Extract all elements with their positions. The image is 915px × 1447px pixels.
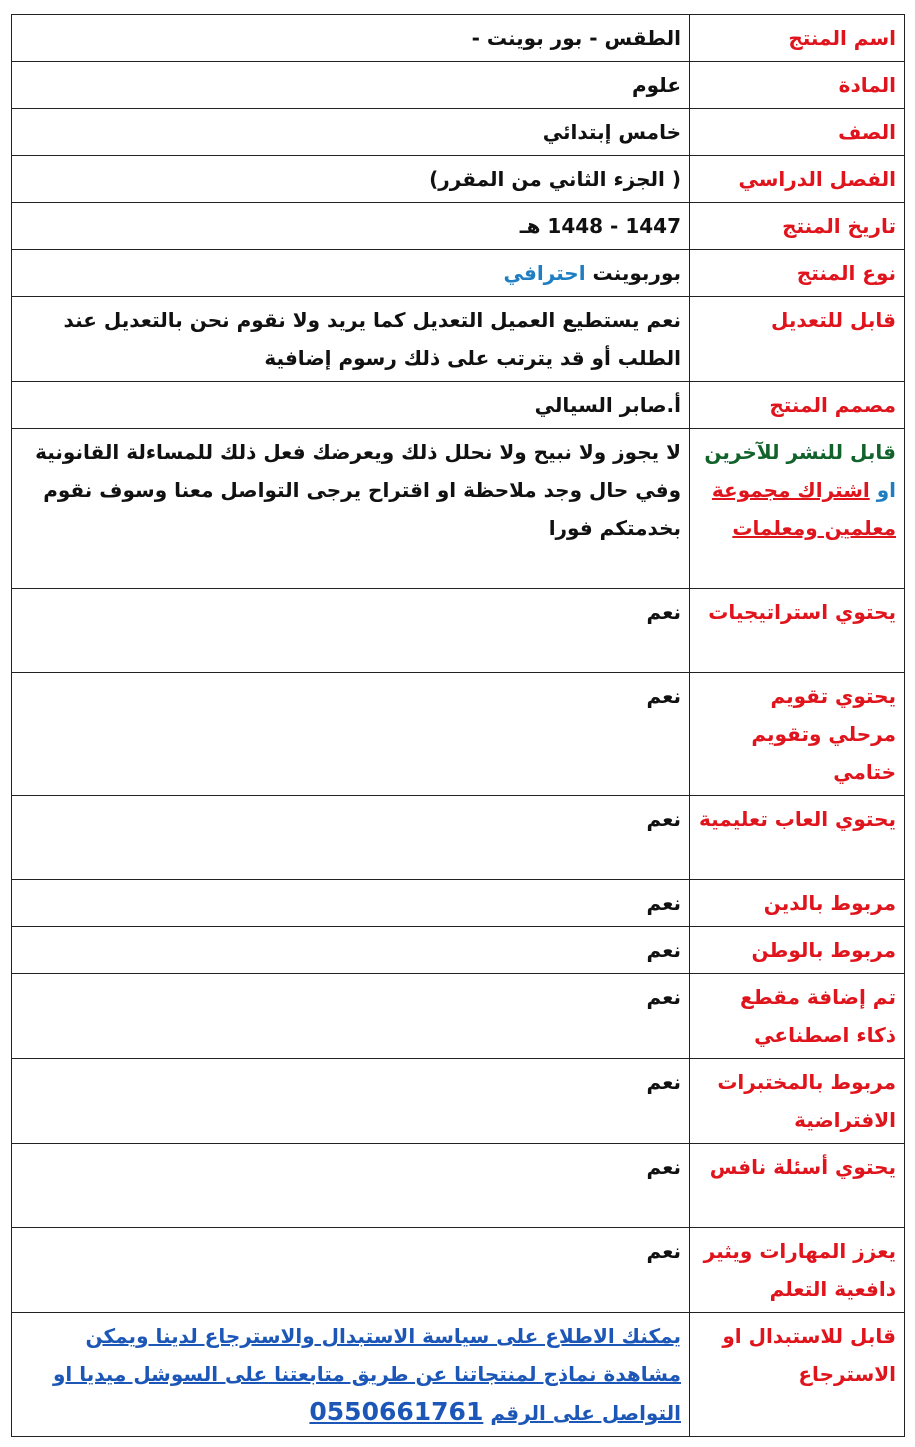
value-skills: نعم bbox=[12, 1228, 690, 1313]
product-info-table bbox=[11, 14, 905, 1437]
value-religion: نعم bbox=[12, 880, 690, 927]
row-homeland bbox=[12, 927, 905, 974]
label-skills: يعزز المهارات ويثير دافعية التعلم bbox=[690, 1228, 905, 1313]
label-ai-clip: تم إضافة مقطع ذكاء اصطناعي bbox=[690, 974, 905, 1059]
value-type-main: بوربوينت bbox=[592, 261, 681, 285]
row-games bbox=[12, 796, 905, 880]
label-subject: المادة bbox=[690, 62, 905, 109]
row-editable bbox=[12, 297, 905, 382]
row-publishing bbox=[12, 429, 905, 589]
label-assessment: يحتوي تقويم مرحلي وتقويم ختامي bbox=[690, 673, 905, 796]
label-strategies: يحتوي استراتيجيات bbox=[690, 589, 905, 673]
label-grade: الصف bbox=[690, 109, 905, 156]
value-designer: أ.صابر السيالي bbox=[12, 382, 690, 429]
value-games: نعم bbox=[12, 796, 690, 880]
label-returns: قابل للاستبدال او الاسترجاع bbox=[690, 1313, 905, 1437]
row-strategies bbox=[12, 589, 905, 673]
label-product-name: اسم المنتج bbox=[690, 15, 905, 62]
value-nafs: نعم bbox=[12, 1144, 690, 1228]
value-type bbox=[12, 250, 690, 297]
row-grade bbox=[12, 109, 905, 156]
label-publishing bbox=[690, 429, 905, 589]
returns-phone-link[interactable]: 0550661761 bbox=[309, 1397, 484, 1426]
label-nafs: يحتوي أسئلة نافس bbox=[690, 1144, 905, 1228]
value-virtual-labs: نعم bbox=[12, 1059, 690, 1144]
value-homeland: نعم bbox=[12, 927, 690, 974]
row-religion bbox=[12, 880, 905, 927]
value-date: 1447 - 1448 هـ bbox=[12, 203, 690, 250]
label-publishing-part2: للآخرين bbox=[704, 440, 780, 464]
label-designer: مصمم المنتج bbox=[690, 382, 905, 429]
value-returns bbox=[12, 1313, 690, 1437]
label-editable: قابل للتعديل bbox=[690, 297, 905, 382]
row-returns bbox=[12, 1313, 905, 1437]
label-semester: الفصل الدراسي bbox=[690, 156, 905, 203]
label-type: نوع المنتج bbox=[690, 250, 905, 297]
label-virtual-labs: مربوط بالمختبرات الافتراضية bbox=[690, 1059, 905, 1144]
row-assessment bbox=[12, 673, 905, 796]
row-product-name bbox=[12, 15, 905, 62]
value-ai-clip: نعم bbox=[12, 974, 690, 1059]
value-publishing: لا يجوز ولا نبيح ولا نحلل ذلك ويعرضك فعل ذلك للمساءلة القانونية وفي حال وجد ملاحظة او اقتراح يرجى التواصل معنا وسوف نقوم بخدمتكم فورا bbox=[12, 429, 690, 589]
value-type-accent: احترافي bbox=[503, 261, 586, 285]
row-skills bbox=[12, 1228, 905, 1313]
row-designer bbox=[12, 382, 905, 429]
value-editable: نعم يستطيع العميل التعديل كما يريد ولا نقوم نحن بالتعديل عند الطلب أو قد يترتب على ذلك رسوم إضافية bbox=[12, 297, 690, 382]
row-nafs bbox=[12, 1144, 905, 1228]
label-games: يحتوي العاب تعليمية bbox=[690, 796, 905, 880]
row-subject bbox=[12, 62, 905, 109]
returns-policy-link[interactable]: يمكنك الاطلاع على سياسة الاستبدال والاسترجاع لدينا ويمكن مشاهدة نماذج لمنتجاتنا عن طريق متابعتنا على السوشل ميديا او التواصل على الرقم bbox=[52, 1324, 681, 1425]
label-publishing-part1: قابل للنشر bbox=[786, 440, 896, 464]
label-religion: مربوط بالدين bbox=[690, 880, 905, 927]
value-subject: علوم bbox=[12, 62, 690, 109]
value-strategies: نعم bbox=[12, 589, 690, 673]
label-homeland: مربوط بالوطن bbox=[690, 927, 905, 974]
label-publishing-part3: او bbox=[876, 478, 896, 502]
row-virtual-labs bbox=[12, 1059, 905, 1144]
value-assessment: نعم bbox=[12, 673, 690, 796]
value-grade: خامس إبتدائي bbox=[12, 109, 690, 156]
row-semester bbox=[12, 156, 905, 203]
label-publishing-part4: اشتراك مجموعة معلمين ومعلمات bbox=[711, 478, 896, 540]
row-ai-clip bbox=[12, 974, 905, 1059]
label-date: تاريخ المنتج bbox=[690, 203, 905, 250]
value-semester: ( الجزء الثاني من المقرر) bbox=[12, 156, 690, 203]
row-type bbox=[12, 250, 905, 297]
value-product-name: الطقس - بور بوينت - bbox=[12, 15, 690, 62]
row-date bbox=[12, 203, 905, 250]
